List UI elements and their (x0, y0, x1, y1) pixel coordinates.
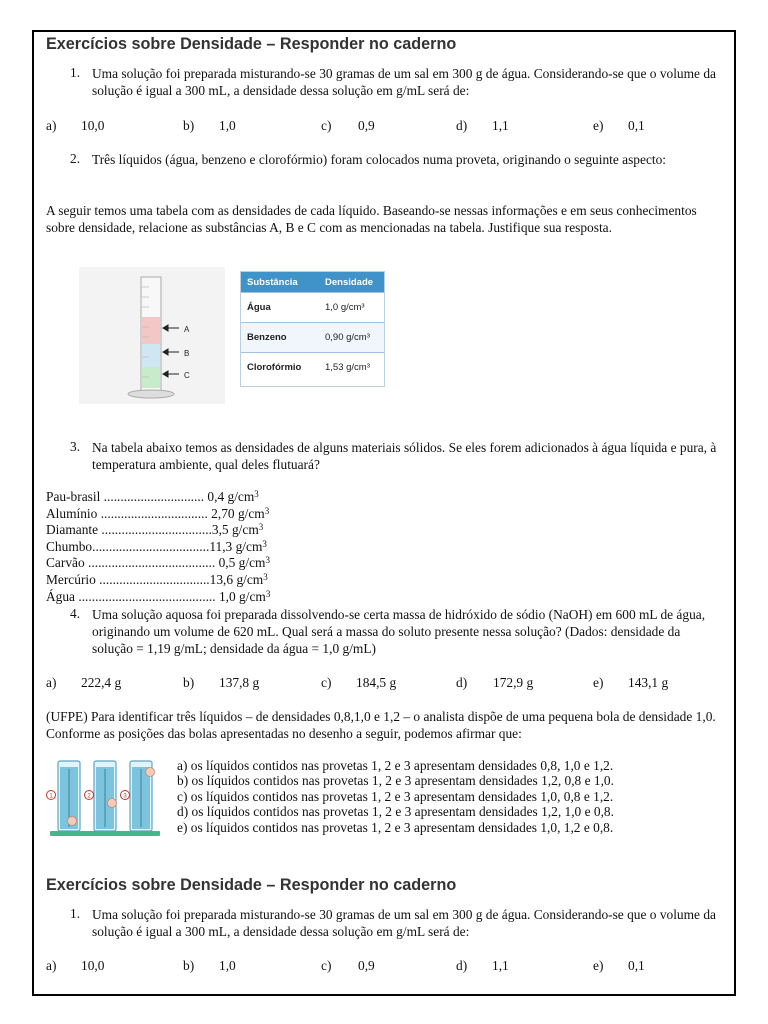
list-item (46, 572, 270, 589)
page-title: Exercícios sobre Densidade – Responder no caderno (46, 35, 457, 53)
material-name: Mercúrio (46, 571, 96, 587)
material-density: 1,0 g/cm (218, 588, 266, 604)
graduated-cylinder-drawing (79, 267, 225, 404)
q4-text: Uma solução aquosa foi preparada dissolvendo-se certa massa de hidróxido de sódio (NaOH) em 600 mL de água, originando um volume de 620 mL. Qual será a massa do soluto presente nessa solução? (Dados: densidade da solução = 1,19 g/mL; densidade da água = 1,0 g/mL) (92, 607, 706, 656)
q4-option-letter: d) (456, 675, 468, 690)
layer-label-c: C (184, 371, 190, 380)
exponent: 3 (265, 588, 271, 599)
repeat-option-value: 1,1 (492, 958, 509, 973)
exponent: 3 (258, 522, 264, 533)
material-name: Pau-brasil (46, 489, 101, 504)
list-item: b) os líquidos contidos nas provetas 1, 2 e 3 apresentam densidades 1,2, 0,8 e 1,0. (177, 773, 614, 789)
repeat-option-value: 0,9 (358, 958, 375, 973)
material-name: Carvão (46, 555, 85, 571)
tubes-figure (44, 755, 166, 841)
q1-option-value: 0,9 (358, 118, 375, 133)
list-item (46, 522, 270, 539)
q4-option-value: 143,1 g (628, 675, 669, 690)
tube-label-2: 2 (87, 793, 91, 800)
q1-option-value: 1,0 (219, 118, 236, 133)
tubes-drawing (44, 755, 166, 841)
material-density: 3,5 g/cm (211, 522, 259, 538)
exponent: 3 (254, 489, 259, 499)
table-cell: 0,90 g/cm³ (325, 332, 370, 343)
table-header-cell: Densidade (325, 276, 374, 288)
list-item: e) os líquidos contidos nas provetas 1, 2 e 3 apresentam densidades 1,0, 1,2 e 0,8. (177, 819, 614, 835)
q1-option-letter: a) (46, 118, 57, 133)
repeat-option-letter: d) (456, 958, 468, 973)
material-name: Água (46, 588, 76, 604)
material-name: Diamante (46, 522, 99, 538)
leader-dots: ......................................... (75, 588, 219, 604)
leader-dots: ................................... (92, 538, 210, 554)
material-density: 2,70 g/cm (211, 505, 265, 521)
layer-label-a: A (184, 325, 190, 334)
q5-text: (UFPE) Para identificar três líquidos – de densidades 0,8,1,0 e 1,2 – o analista dispõe de uma pequena bola de densidade 1,0. Conforme as posições das bolas apresentadas no desenho a seguir, podemos afirmar que: (46, 709, 716, 741)
q4-option-letter: b) (183, 675, 195, 690)
material-name: Alumínio (46, 505, 98, 521)
q4-number: 4. (70, 606, 81, 621)
list-item: c) os líquidos contidos nas provetas 1, 2 e 3 apresentam densidades 1,0, 0,8 e 1,2. (177, 788, 614, 804)
table-row (241, 292, 384, 322)
list-item (46, 555, 270, 572)
q5-options (177, 758, 614, 835)
q1-text: Uma solução foi preparada misturando-se 30 gramas de um sal em 300 g de água. Considerando-se que o volume da solução é igual a 300 mL, a densidade dessa solução em g/mL será de: (92, 66, 716, 98)
material-density: 0,4 g/cm (207, 489, 255, 504)
repeat-q1-number: 1. (70, 906, 81, 921)
table-header-cell: Substância (247, 276, 298, 288)
list-item (46, 489, 270, 506)
q4-option-value: 184,5 g (356, 675, 397, 690)
table-row (241, 352, 384, 382)
table-cell: 1,53 g/cm³ (325, 362, 370, 373)
repeat-option-letter: c) (321, 958, 332, 973)
table-header (241, 272, 384, 292)
tube-label-3: 3 (123, 793, 127, 800)
section-title: Exercícios sobre Densidade – Responder no caderno (46, 876, 457, 894)
density-table (240, 271, 385, 387)
leader-dots: ................................. (98, 522, 212, 538)
list-item (46, 506, 270, 523)
q1-option-letter: d) (456, 118, 468, 133)
exponent: 3 (262, 538, 267, 549)
list-item (46, 589, 270, 606)
q4-option-letter: c) (321, 675, 332, 690)
q4-option-letter: e) (593, 675, 604, 690)
q2-text: Três líquidos (água, benzeno e clorofórmio) foram colocados numa proveta, originando o seguinte aspecto: (92, 152, 667, 167)
q1-option-value: 0,1 (628, 118, 645, 133)
material-name: Chumbo (46, 538, 93, 554)
repeat-option-letter: b) (183, 958, 195, 973)
q1-option-value: 10,0 (81, 118, 105, 133)
exponent: 3 (263, 571, 268, 582)
q4-option-value: 172,9 g (493, 675, 534, 690)
repeat-option-letter: a) (46, 958, 57, 973)
repeat-q1-text: Uma solução foi preparada misturando-se 30 gramas de um sal em 300 g de água. Considerando-se que o volume da solução é igual a 300 mL, a densidade dessa solução em g/mL será de: (92, 907, 716, 939)
layer-label-b: B (184, 349, 190, 358)
repeat-option-value: 10,0 (81, 958, 105, 973)
q1-option-letter: b) (183, 118, 195, 133)
table-cell: Água (247, 302, 271, 313)
material-density: 13,6 g/cm (209, 571, 264, 587)
repeat-option-value: 1,0 (219, 958, 236, 973)
q4-option-letter: a) (46, 675, 57, 690)
list-item (46, 539, 270, 556)
q2-number: 2. (70, 151, 81, 166)
q4-option-value: 137,8 g (219, 675, 260, 690)
q1-option-letter: c) (321, 118, 332, 133)
exponent: 3 (264, 505, 270, 516)
q1-option-value: 1,1 (492, 118, 509, 133)
leader-dots: ...................................... (84, 555, 219, 571)
q3-number: 3. (70, 439, 81, 454)
repeat-option-letter: e) (593, 958, 604, 973)
materials-list (46, 489, 270, 605)
table-row (241, 322, 384, 352)
q1-number: 1. (70, 65, 81, 80)
leader-dots: .............................. (100, 489, 208, 504)
tube-label-1: 1 (49, 793, 53, 800)
table-cell: Benzeno (247, 332, 287, 343)
material-density: 11,3 g/cm (209, 538, 263, 554)
leader-dots: ................................ (97, 505, 212, 521)
q1-option-letter: e) (593, 118, 604, 133)
table-cell: Clorofórmio (247, 362, 302, 373)
exponent: 3 (265, 555, 270, 566)
graduated-cylinder-figure (79, 267, 225, 404)
q3-text: Na tabela abaixo temos as densidades de alguns materiais sólidos. Se eles forem adicionados à água líquida e pura, à temperatura ambiente, qual deles flutuará? (92, 440, 717, 472)
table-cell: 1,0 g/cm³ (325, 302, 365, 313)
list-item: a) os líquidos contidos nas provetas 1, 2 e 3 apresentam densidades 0,8, 1,0 e 1,2. (177, 758, 614, 773)
leader-dots: ................................. (95, 571, 210, 587)
list-item: d) os líquidos contidos nas provetas 1, 2 e 3 apresentam densidades 1,2, 1,0 e 0,8. (177, 804, 614, 820)
material-density: 0,5 g/cm (218, 555, 266, 571)
q4-option-value: 222,4 g (81, 675, 122, 690)
q2-intro: A seguir temos uma tabela com as densidades de cada líquido. Baseando-se nessas informações e em seus conhecimentos sobre densidade, relacione as substâncias A, B e C com as mencionadas na tabela. Justifique sua resposta. (46, 203, 697, 235)
repeat-option-value: 0,1 (628, 958, 645, 973)
